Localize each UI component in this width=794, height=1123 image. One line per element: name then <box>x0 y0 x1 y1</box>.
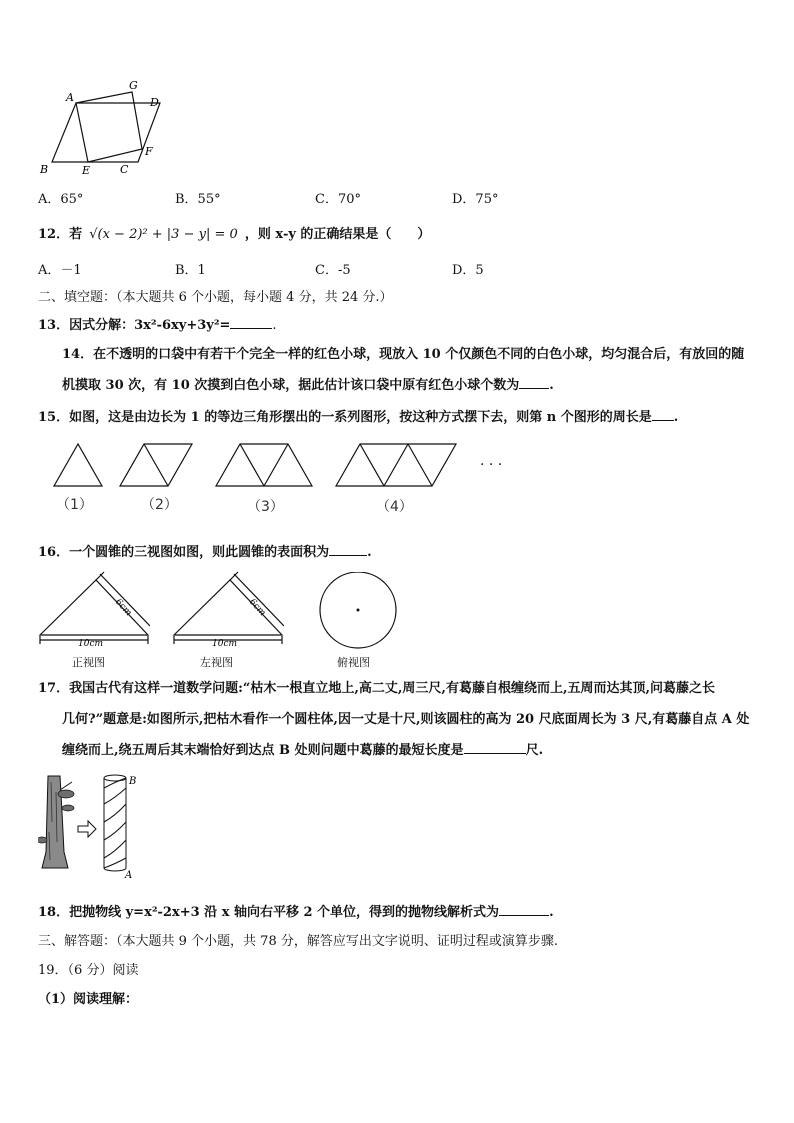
q11-label-d: D <box>150 96 159 109</box>
q13 <box>38 314 277 333</box>
q15-label-2: （2） <box>141 497 178 513</box>
q17-label-b: B <box>129 776 137 787</box>
q18-answer-blank[interactable] <box>499 904 549 916</box>
q16-caption-side: 左视图 <box>200 656 233 669</box>
q19-subheading: （1）阅读理解： <box>38 992 139 1007</box>
q14-answer-blank[interactable] <box>519 377 549 389</box>
q17-tree-cylinder-figure <box>38 772 148 880</box>
q11-label-e: E <box>82 164 91 177</box>
q11-option-c[interactable]: C．70° <box>315 192 361 207</box>
q17-answer-blank[interactable] <box>464 742 526 754</box>
q18 <box>38 901 554 920</box>
q17-line3-text: 缠绕而上,绕五周后其末端恰好到达点 B 处则问题中葛藤的最短长度是 <box>62 743 464 758</box>
q16-front-base-dim: 10cm <box>78 639 104 648</box>
q17-tree <box>38 776 74 868</box>
q19-title: 19．（6 分）阅读 <box>38 963 139 978</box>
q13-end: . <box>272 318 277 333</box>
q16-stem <box>38 541 372 560</box>
q17-arrow-icon <box>78 821 96 837</box>
q12-suffix: ，则 x-y 的正确结果是（ ） <box>244 227 431 242</box>
q15-figure-4 <box>336 444 456 486</box>
q15-label-1: （1） <box>56 497 93 513</box>
q17-label-a: A <box>125 870 133 880</box>
q15-figure-2 <box>120 444 192 486</box>
q17-end: 尺. <box>525 743 544 758</box>
q14-end: . <box>549 378 554 393</box>
q12-option-d[interactable]: D．5 <box>452 263 484 278</box>
q12-options <box>38 259 598 277</box>
q16-text: 16．一个圆锥的三视图如图，则此圆锥的表面积为 <box>38 545 330 560</box>
q15-figure-3 <box>216 444 312 486</box>
q16-front-view <box>38 570 150 648</box>
q14-line1: 14．在不透明的口袋中有若干个完全一样的红色小球，现放入 10 个仅颜色不同的白色小球，均匀混合后，有放回的随 <box>62 347 745 362</box>
q14-line2-text: 机摸取 30 次，有 10 次摸到白色小球，据此估计该口袋中原有红色小球个数为 <box>62 378 520 393</box>
q18-end: . <box>549 905 554 920</box>
q16-end: . <box>367 545 372 560</box>
q17-line1: 17．我国古代有这样一道数学问题:“枯木一根直立地上,高二丈,周三尺,有葛藤自根缠绕而上,五周而达其顶,问葛藤之长 <box>38 681 715 696</box>
q13-text: 13．因式分解：3x²-6xy+3y²= <box>38 318 231 333</box>
q15-answer-blank[interactable] <box>652 409 674 421</box>
q11-label-g: G <box>129 79 138 92</box>
q15-text: 15．如图，这是由边长为 1 的等边三角形摆出的一系列图形，按这种方式摆下去，则第 n 个图形的周长是 <box>38 410 652 425</box>
section2-heading: 二、填空题：（本大题共 6 个小题，每小题 4 分，共 24 分.） <box>38 290 393 305</box>
q12-stem <box>38 223 430 242</box>
q12-prefix: 12．若 <box>38 227 83 242</box>
q15-figure-1 <box>54 444 102 486</box>
q18-text: 18．把抛物线 y=x²-2x+3 沿 x 轴向右平移 2 个单位，得到的抛物线解析式为 <box>38 905 500 920</box>
q11-label-c: C <box>120 163 129 176</box>
q16-side-slant-dim: 6cm <box>246 597 268 619</box>
q15-label-4: （4） <box>376 499 413 515</box>
q11-options <box>38 188 598 206</box>
q17-line2: 几何?”题意是:如图所示,把枯木看作一个圆柱体,因一丈是十尺,则该圆柱的高为 20 尺底面周长为 3 尺,有葛藤自点 A 处 <box>62 712 750 727</box>
q15-end: . <box>673 410 679 425</box>
q16-side-base-dim: 10cm <box>212 639 238 648</box>
q15-ellipsis: · · · <box>480 457 503 473</box>
q11-label-b: B <box>40 163 49 176</box>
q12-formula: √(x − 2)² + |3 − y| = 0 <box>89 227 238 242</box>
q14-line2 <box>62 374 554 393</box>
q12-option-a[interactable]: A．－1 <box>38 263 82 278</box>
q16-caption-top: 俯视图 <box>337 656 370 669</box>
q16-side-view <box>172 570 284 648</box>
q16-front-slant-dim: 6cm <box>112 597 134 619</box>
q15-triangle-sequence <box>50 440 470 490</box>
q11-label-f: F <box>145 145 153 158</box>
q11-parallelogram-abcd <box>52 103 160 162</box>
q11-option-d[interactable]: D．75° <box>452 192 499 207</box>
q11-option-a[interactable]: A．65° <box>38 192 84 207</box>
q11-figure <box>36 78 166 178</box>
q13-answer-blank[interactable] <box>230 317 272 329</box>
section3-heading: 三、解答题：（本大题共 9 个小题，共 78 分，解答应写出文字说明、证明过程或演算步骤. <box>38 934 558 949</box>
q16-top-view <box>318 572 398 652</box>
q16-caption-front: 正视图 <box>72 656 105 669</box>
q12-option-c[interactable]: C．-5 <box>315 263 351 278</box>
q15-stem <box>38 406 678 425</box>
q15-label-3: （3） <box>247 499 284 515</box>
q11-option-b[interactable]: B．55° <box>175 192 221 207</box>
q17-line3 <box>62 739 543 758</box>
q12-option-b[interactable]: B．1 <box>175 263 206 278</box>
q17-cylinder <box>104 775 126 871</box>
q16-answer-blank[interactable] <box>329 544 367 556</box>
q11-label-a: A <box>66 91 74 104</box>
